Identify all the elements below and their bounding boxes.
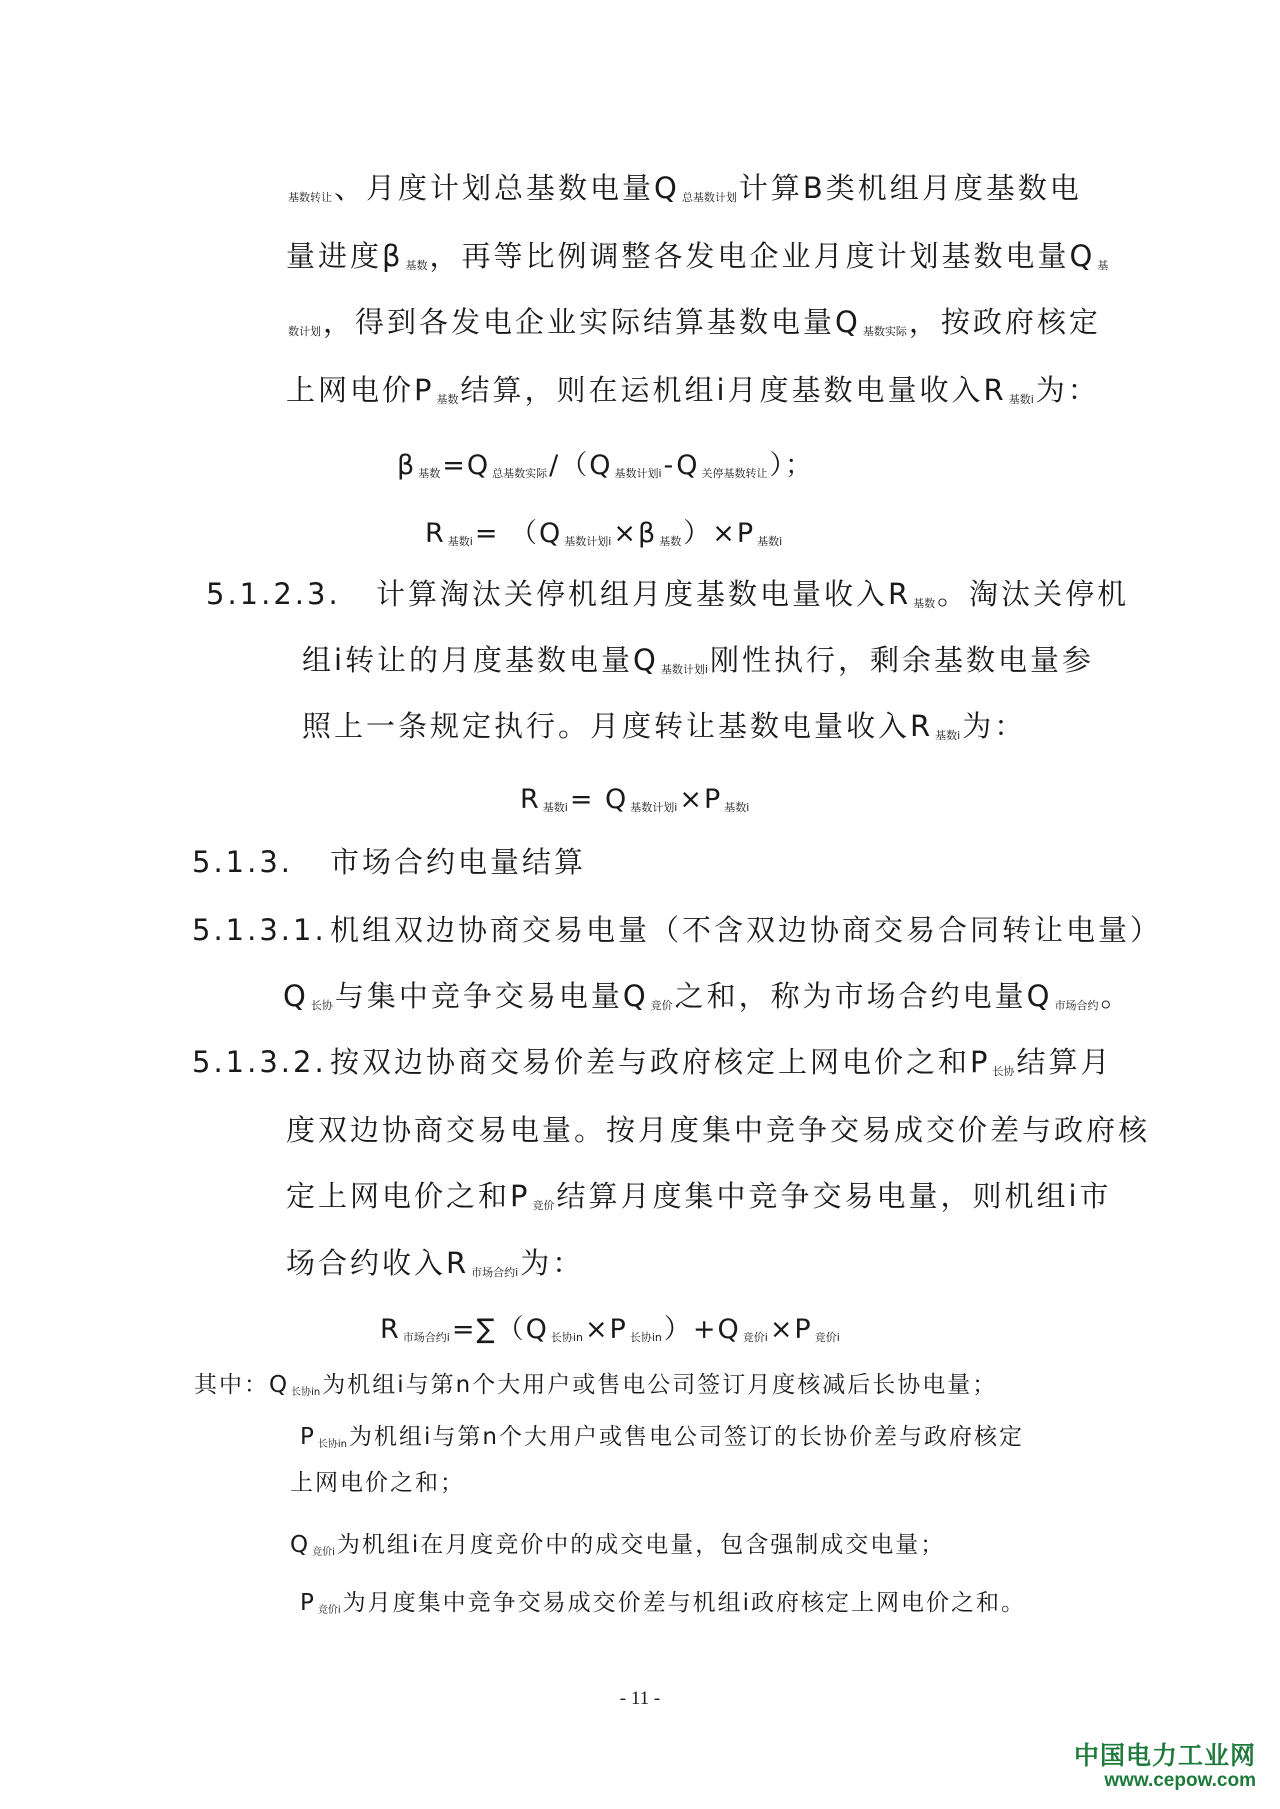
text-line: 上网电价P $_{基数}$结算，则在运机组i月度基数电量收入R $_{基数i}$为：	[286, 373, 1100, 407]
note-line: P $_{竞价i}$为月度集中竞争交易成交价差与机组i政府核定上网电价之和。	[300, 1590, 1027, 1616]
formula-transfer-revenue: R $_{基数i}$= Q $_{基数计划i}$×P $_{基数i}$	[520, 784, 750, 815]
text-line: 量进度β $_{基数}$，再等比例调整各发电企业月度计划基数电量Q $_基$	[286, 239, 1109, 273]
text-line: 定上网电价之和P $_{竞价}$结算月度集中竞争交易电量，则机组i市	[286, 1179, 1112, 1213]
section-5-1-2-3: 计算淘汰关停机组月度基数电量收入R $_{基数}$。淘汰关停机	[376, 577, 1130, 611]
formula-revenue: R $_{基数i}$= （Q $_{基数计划i}$×β $_{基数}$）×P $_{基数i}$	[425, 518, 783, 549]
formula-market-revenue: R $_{市场合约i}$=∑（Q $_{长协in}$×P $_{长协in}$）+Q $_{竞价i}$×P $_{竞价i}$	[380, 1314, 840, 1345]
section-5-1-3-1-number: 5.1.3.1.	[192, 913, 327, 947]
section-5-1-3-number: 5.1.3.	[192, 845, 294, 879]
formula-beta: β $_{基数}$=Q $_{总基数实际}$/（Q $_{基数计划i}$-Q $_{关停基数转让}$）；	[397, 450, 815, 481]
text-line: $_{基数转让}$、月度计划总基数电量Q $_{总基数计划}$计算B类机组月度基数电	[288, 171, 1082, 205]
page-number: - 11 -	[619, 1688, 661, 1709]
text-line: Q $_{长协}$与集中竞争交易电量Q $_{竞价}$之和，称为市场合约电量Q $_{市场合约}$。	[283, 979, 1133, 1013]
note-line: Q $_{竞价i}$为机组i在月度竞价中的成交电量，包含强制成交电量；	[290, 1532, 946, 1558]
text-line: 组i转让的月度基数电量Q $_{基数计划i}$刚性执行，剩余基数电量参	[302, 643, 1094, 677]
section-5-1-3-2: 按双边协商交易价差与政府核定上网电价之和P $_{长协}$结算月	[330, 1045, 1113, 1079]
section-5-1-3-2-number: 5.1.3.2.	[192, 1045, 327, 1079]
note-line: 上网电价之和；	[290, 1470, 465, 1496]
section-5-1-3-heading: 市场合约电量结算	[330, 845, 587, 879]
watermark-url: www.cepow.com	[1104, 1770, 1256, 1791]
section-5-1-3-1: 机组双边协商交易电量（不含双边协商交易合同转让电量）	[330, 913, 1163, 947]
section-5-1-2-3-number: 5.1.2.3.	[206, 577, 341, 611]
text-line: 度双边协商交易电量。按月度集中竞争交易成交价差与政府核	[286, 1113, 1151, 1147]
note-line: 其中：Q $_{长协in}$为机组i与第n个大用户或售电公司签订月度核减后长协电量；	[194, 1372, 998, 1398]
text-line: $_{数计划}$，得到各发电企业实际结算基数电量Q $_{基数实际}$，按政府核定	[288, 305, 1101, 339]
text-line: 照上一条规定执行。月度转让基数电量收入R $_{基数i}$为：	[302, 709, 1027, 743]
watermark-name: 中国电力工业网	[1073, 1741, 1256, 1770]
text-line: 场合约收入R $_{市场合约i}$为：	[286, 1246, 585, 1280]
note-line: P $_{长协in}$为机组i与第n个大用户或售电公司签订的长协价差与政府核定	[300, 1424, 1024, 1450]
